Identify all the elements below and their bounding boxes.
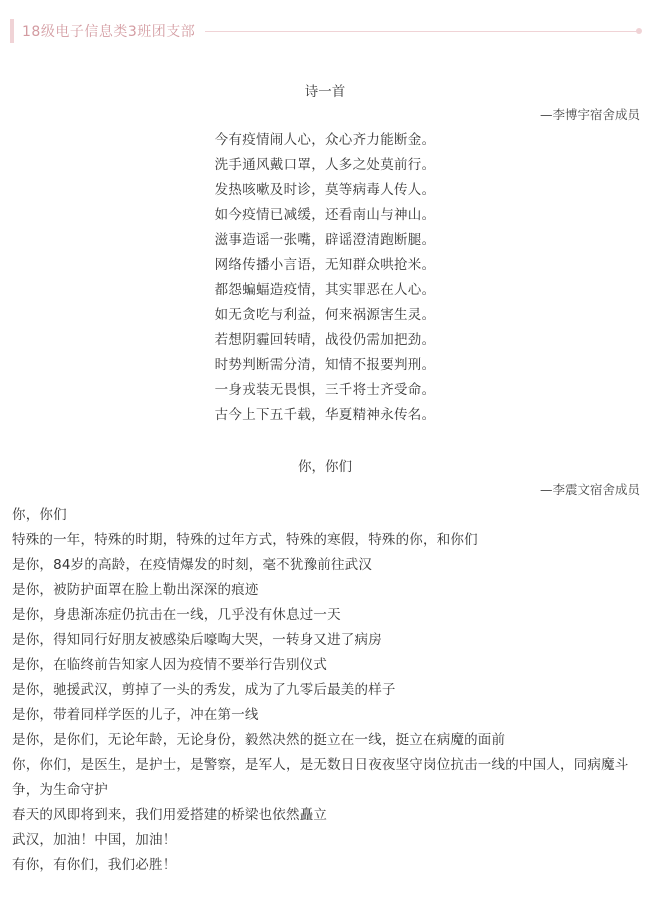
poem2-title: 你，你们 [298, 459, 352, 475]
section-header [10, 18, 640, 44]
poem-line: 时势判断需分清，知情不报要判刑。 [214, 357, 436, 373]
poem1-author: —李博宇宿舍成员 [539, 107, 640, 122]
poem-line: 洗手通风戴口罩，人多之处莫前行。 [214, 157, 436, 173]
poem1-body [0, 128, 650, 428]
poem-line: 是你，在临终前告知家人因为疫情不要举行告别仪式 [12, 657, 328, 673]
poem-line: 发热咳嗽及时诊，莫等病毒人传人。 [214, 182, 436, 198]
poem2-author: —李震文宿舍成员 [539, 482, 640, 497]
poem-line: 今有疫情闹人心，众心齐力能断金。 [214, 132, 436, 148]
poem-line: 是你，带着同样学医的儿子，冲在第一线 [12, 707, 259, 723]
divider-dot-icon [636, 28, 642, 34]
poem-line: 是你，84岁的高龄，在疫情爆发的时刻，毫不犹豫前往武汉 [12, 557, 373, 573]
poem2-body [12, 503, 644, 878]
poem-line: 一身戎装无畏惧，三千将士齐受命。 [214, 382, 436, 398]
poem-line: 如无贪吃与利益，何来祸源害生灵。 [214, 307, 436, 323]
poem-line: 你，你们 [12, 507, 67, 523]
section-title: 18级电子信息类3班团支部 [22, 24, 196, 40]
poem-line: 是你，是你们，无论年龄，无论身份，毅然决然的挺立在一线，挺立在病魔的面前 [12, 732, 506, 748]
poem-line: 是你，被防护面罩在脸上勒出深深的痕迹 [12, 582, 259, 598]
poem-line: 滋事造谣一张嘴，辟谣澄清跑断腿。 [214, 232, 436, 248]
poem-line: 如今疫情已减缓，还看南山与神山。 [214, 207, 436, 223]
poem-line: 是你，得知同行好朋友被感染后嚎啕大哭，一转身又进了病房 [12, 632, 382, 648]
poem-line: 古今上下五千载，华夏精神永传名。 [214, 407, 436, 423]
header-divider [205, 31, 640, 32]
header-accent-bar [10, 19, 14, 43]
poem-line: 都怨蝙蝠造疫情，其实罪恶在人心。 [214, 282, 436, 298]
poem-line: 武汉，加油！中国，加油！ [12, 832, 177, 848]
poem-line: 你，你们，是医生，是护士，是警察，是军人，是无数日日夜夜坚守岗位抗击一线的中国人，同病魔斗争，为生命守护 [12, 757, 629, 798]
poem-line: 是你，身患渐冻症仍抗击在一线，几乎没有休息过一天 [12, 607, 341, 623]
poem-line: 有你，有你们，我们必胜！ [12, 857, 177, 873]
poem-line: 网络传播小言语，无知群众哄抢米。 [214, 257, 436, 273]
poem1-title: 诗一首 [304, 84, 346, 100]
poem-line: 特殊的一年，特殊的时期，特殊的过年方式，特殊的寒假，特殊的你，和你们 [12, 532, 478, 548]
poem-line: 是你，驰援武汉，剪掉了一头的秀发，成为了九零后最美的样子 [12, 682, 396, 698]
poem-line: 春天的风即将到来，我们用爱搭建的桥梁也依然矗立 [12, 807, 328, 823]
poem-line: 若想阴霾回转晴，战役仍需加把劲。 [214, 332, 436, 348]
